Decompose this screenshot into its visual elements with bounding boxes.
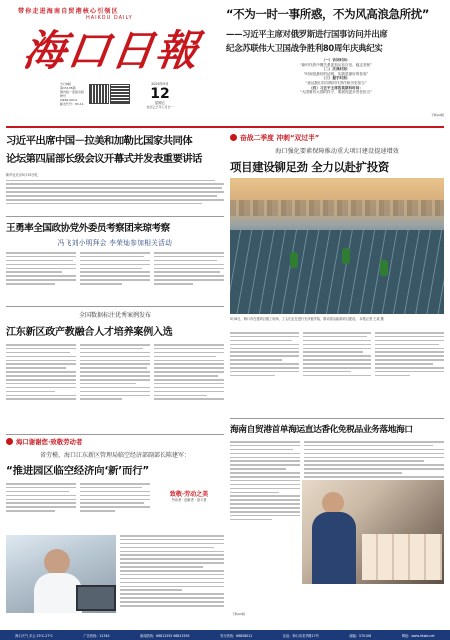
lead-story[interactable] [6,132,224,218]
masthead-english: HAIKOU DAILY [86,15,133,21]
construction-body-col [375,332,444,379]
top-section-quote: “大国要有大国的样子，要展现更多责任担当” [299,90,372,95]
top-story[interactable] [226,6,446,118]
top-section-quote: “表达我们共同的时代责任和历史担当” [305,80,367,85]
footer-bar [0,630,450,640]
construction-story[interactable] [230,132,444,394]
section-divider [6,434,224,435]
top-story-title[interactable]: “不为一时一事所惑，不为风高浪急所扰” [226,7,430,21]
product-boxes [362,534,442,580]
worker-photo [6,535,116,613]
thanks-column[interactable] [6,437,224,627]
issue-serial-label: 国内统一连续出版物号 [60,90,85,98]
inspector-figure [322,492,344,514]
thanks-pullquote: 致敬·劳动之美 [169,491,209,498]
worker-figure [380,260,388,276]
dutyfree-title[interactable]: 海南自贸港首单海运直达香化免税品业务落地海口 [230,425,413,435]
date-day: 12 [150,85,170,102]
dutyfree-body-col [230,441,300,523]
issue-cn: CN46-0014 [60,98,77,102]
wang-body-col [80,252,150,287]
inspector-uniform [312,512,356,584]
worker-shirt [34,573,82,613]
construction-body-col [303,332,372,379]
top-section-label: （二）庆典时刻： [321,67,351,72]
city-skyline [230,200,444,216]
date-block [140,82,180,110]
date-year-month: 2025年9月 [151,82,169,86]
masthead-divider [6,126,444,128]
masthead-logo-calligraphy: 海口日報 [20,26,204,75]
construction-body-col [230,332,299,379]
section-divider [6,216,224,217]
jiangdong-body-col [6,344,76,402]
jiangdong-body-col [154,344,224,402]
flag-icon [230,134,237,141]
lead-story-meta: 新华社北京5月13日电 [6,173,38,177]
footer-postcode: 邮编：570106 [349,633,372,638]
top-story-jump[interactable]: 下转A2版 [431,113,444,118]
qr-code-icon[interactable] [110,84,130,104]
laptop-screen [76,585,116,611]
thanks-pull-sub: 劳动者 · 创新者 · 奋斗者 [171,498,207,502]
issue-postcode: 邮发代号：83-11 [60,102,84,106]
dutyfree-story[interactable] [230,422,444,628]
construction-caption [230,317,444,321]
qr-code-icon[interactable] [89,84,109,104]
footer-ad-hotline: 广告热线：12345 [83,633,110,638]
thanks-body-col [6,483,76,514]
masthead-slogan: 带你走进海南自贸港核心引领区 [18,8,119,15]
footer-weather: 海口天气 多云 23℃-27℃ [15,633,53,638]
solar-panels [230,230,444,314]
top-section-label: （一）访问时间： [321,58,351,62]
construction-kicker: 海口强化要素保障推动重大项目建设提速增效 [275,148,399,155]
worker-figure [290,252,298,268]
construction-banner: 奋战二季度 冲刺“双过半” [240,134,320,142]
issue-pages: 今日8版 [60,82,71,86]
date-weekday: 星期五 [154,100,166,105]
top-section-quote: “新时代的中俄关系更加从容自信，稳定坚韧” [299,62,372,67]
top-story-subtitle-1: ——习近平主席对俄罗斯进行国事访问并出席 [226,29,388,39]
jiangdong-kicker: 全国数据标注优秀案例发布 [78,312,151,319]
top-section-label: （四）习近平主席的莫斯科时间： [309,85,363,90]
construction-title[interactable]: 项目建设铆足劲 全力以赴扩投资 [230,160,389,174]
section-divider [230,418,444,419]
jiangdong-story[interactable] [6,310,224,430]
dutyfree-jump[interactable]: 下转A2版 [232,612,245,616]
masthead [6,4,216,124]
top-section-label: （三）握手时刻： [321,76,351,81]
footer-news-hotline: 新闻热线：66812555 66813555 [140,633,190,638]
lead-story-body [6,180,224,205]
thanks-banner: 海口谢谢您·致敬劳动者 [16,438,83,446]
flower-icon [6,438,13,445]
footer-address: 社址：海口市龙华路17号 [282,633,319,638]
wang-body-col [6,252,76,287]
thanks-body-col [80,483,150,514]
wang-story-title[interactable]: 王勇率全国政协党外委员考察团来琼考察 [6,223,170,234]
solar-construction-photo [230,178,444,314]
thanks-title[interactable]: “推进园区临空经济向‘新’而行” [6,465,150,477]
footer-distribution: 发行热线：66858012 [220,633,253,638]
date-lunar: 农历乙巳年七月廿一 [146,105,174,110]
thanks-kicker: 省劳模、海口江东新区管理局临空经济部副部长陈建军： [39,452,190,459]
worker-figure [342,248,350,264]
footer-website[interactable]: 网址：www.hkwb.net [401,633,435,638]
wang-body-col [154,252,224,287]
thanks-body-col [120,535,224,609]
cosmetics-inspection-photo [302,480,444,584]
section-divider [6,306,224,307]
issue-number: 第15135期 [60,86,76,90]
wang-story-subtitle: 冯飞刘小明拜会 李荣灿参加相关活动 [57,239,173,247]
jiangdong-body-col [80,344,150,402]
lead-story-title-1[interactable]: 习近平出席中国－拉美和加勒比国家共同体 [6,135,193,147]
lead-story-title-2[interactable]: 论坛第四届部长级会议开幕式并发表重要讲话 [6,153,202,165]
top-section-quote: “时间是最好的证明，实践是最好的检验” [303,71,369,76]
top-story-subtitle-2: 纪念苏联伟大卫国战争胜利80周年庆典纪实 [226,43,383,53]
wang-story[interactable] [6,220,224,302]
dutyfree-body-col [304,441,444,481]
worker-figure [44,549,70,575]
construction-caption-text: 5月8日，海口市在建项目施工现场，工人们正在进行光伏板安装，推动清洁能源项目建设。 [230,317,359,321]
issue-info [60,82,86,106]
jiangdong-title[interactable]: 江东新区政产教融合人才培养案例入选 [6,327,173,338]
construction-reporter: 本报记者 王欢 摄 [359,317,384,321]
